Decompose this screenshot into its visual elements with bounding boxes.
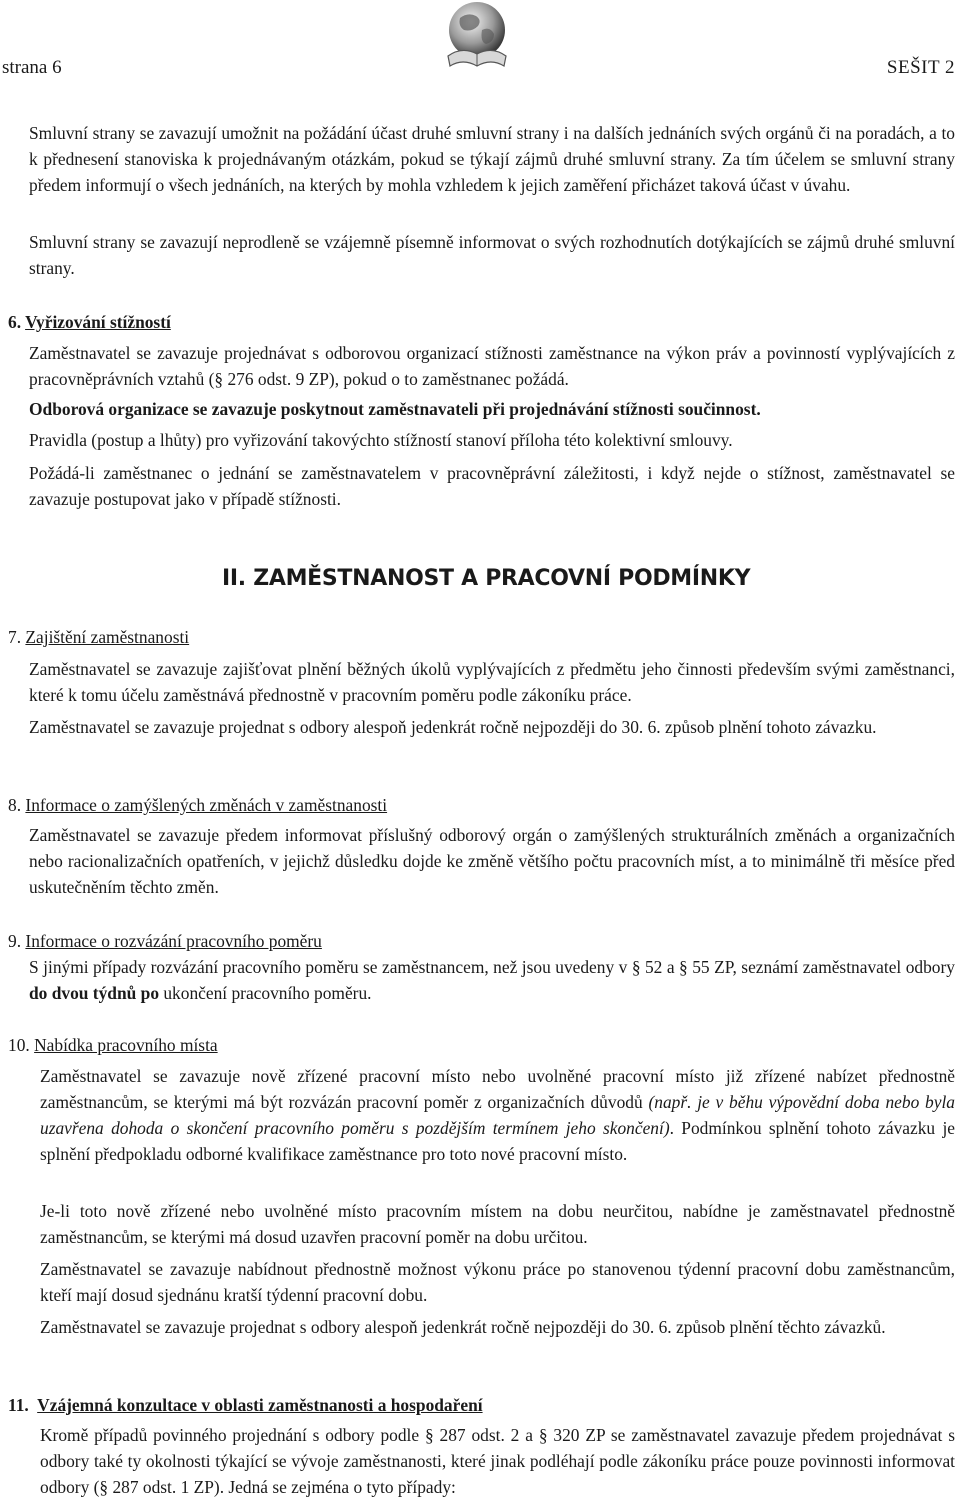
section-11-title: Vzájemná konzultace v oblasti zaměstnanosti a hospodaření	[37, 1395, 483, 1415]
intro-paragraph-1: Smluvní strany se zavazují umožnit na požádání účast druhé smluvní strany i na dalších jednáních svých orgánů či na poradách, a to k přednesení stanoviska k projednávaným otázkám, pokud se týkají zájmů druhé smluvní strany. Za tím účelem se smluvní strany předem informují o všech jednáních, na kterých by mohla vzhledem k jejich zaměření přicházet taková účast v úvahu.	[29, 123, 955, 195]
section-9-paragraph-1	[29, 954, 955, 1006]
section-6-paragraph-3: Pravidla (postup a lhůty) pro vyřizování takovýchto stížností stanoví příloha této kolektivní smlouvy.	[29, 430, 733, 450]
section-11-number: 11.	[8, 1395, 29, 1415]
page-number: strana 6	[2, 57, 62, 78]
section-10-title: Nabídka pracovního místa	[34, 1035, 218, 1055]
section-10-text-a: Zaměstnavatel se zavazuje nově zřízené pracovní místo nebo uvolněné pracovní místo již zřízené nabízet přednostně zaměstnancům, se kterými má být rozvázán pracovní poměr z organizačních důvodů	[40, 1066, 955, 1112]
section-6-title: Vyřizování stížností	[25, 312, 171, 332]
section-8-title: Informace o zamýšlených změnách v zaměstnanosti	[25, 795, 388, 815]
section-9-title: Informace o rozvázání pracovního poměru	[25, 931, 322, 951]
section-7-paragraph-2: Zaměstnavatel se zavazuje projednat s odbory alespoň jedenkrát ročně nejpozději do 30. 6. způsob plnění tohoto závazku.	[29, 717, 877, 737]
section-9-text-a: S jinými případy rozvázání pracovního poměru se zaměstnancem, než jsou uvedeny v § 52 a § 55 ZP, seznámí zaměstnavatel odbory	[29, 957, 955, 977]
section-10-heading	[8, 1032, 218, 1058]
section-10-number: 10.	[8, 1035, 30, 1055]
section-10-paragraph-2: Je-li toto nově zřízené nebo uvolněné místo pracovním místem na dobu neurčitou, nabídne je zaměstnavatel přednostně zaměstnancům, se kterými má dosud uzavřen pracovní poměr na dobu určitou.	[40, 1201, 955, 1247]
section-9-text-c: ukončení pracovního poměru.	[159, 983, 372, 1003]
section-10-paragraph-1	[40, 1063, 955, 1167]
section-8-paragraph-1: Zaměstnavatel se zavazuje předem informovat příslušný odborový orgán o zamýšlených strukturálních změnách a organizačních nebo racionalizačních opatřeních, v jejichž důsledku dojde ke změně většího počtu pracovních míst, a to minimálně tři měsíce před uskutečněním těchto změn.	[29, 825, 955, 897]
section-6-paragraph-2: Odborová organizace se zavazuje poskytnout zaměstnavateli při projednávání stížnosti součinnost.	[29, 399, 761, 419]
section-9-text-bold: do dvou týdnů po	[29, 983, 160, 1003]
section-9-heading	[8, 928, 322, 954]
section-6-number: 6.	[8, 312, 22, 332]
section-8-number: 8.	[8, 795, 22, 815]
section-7-title: Zajištění zaměstnanosti	[25, 627, 190, 647]
section-10-paragraph-3: Zaměstnavatel se zavazuje nabídnout přednostně možnost výkonu práce po stanovenou týdenní pracovní dobu zaměstnancům, kteří mají dosud sjednánu kratší týdenní pracovní dobu.	[40, 1259, 955, 1305]
section-8-heading	[8, 792, 387, 818]
section-7-heading	[8, 624, 189, 650]
section-11-paragraph-1: Kromě případů povinného projednání s odbory podle § 287 odst. 2 a § 320 ZP se zaměstnavatel zavazuje předem projednávat s odbory také ty okolnosti týkající se vývoje zaměstnanosti, které jinak podléhají podle zákoníku práce pouze povinnosti informovat odbory (§ 287 odst. 1 ZP). Jedná se zejména o tyto případy:	[40, 1425, 955, 1497]
section-6-paragraph-4: Požádá-li zaměstnanec o jednání se zaměstnavatelem v pracovněprávní záležitosti, i když nejde o stížnost, zaměstnavatel se zavazuje postupovat jako v případě stížnosti.	[29, 463, 955, 509]
globe-book-logo	[440, 0, 514, 74]
section-7-number: 7.	[8, 627, 22, 647]
section-10-text-c: . Podmínkou splnění tohoto závazku je splnění předpokladu odborné kvalifikace zaměstnance pro toto nové pracovní místo.	[40, 1118, 956, 1164]
section-11-heading	[8, 1392, 483, 1418]
section-10-text-italic: (např. je v běhu výpovědní doba nebo byla uzavřena dohoda o skončení pracovního poměru s pozdějším termínem jeho skončení)	[40, 1092, 956, 1138]
part-title: II. ZAMĚSTNANOST A PRACOVNÍ PODMÍNKY	[222, 566, 751, 591]
section-6-paragraph-1: Zaměstnavatel se zavazuje projednávat s odborovou organizací stížnosti zaměstnance na výkon práv a povinností vyplývajících z pracovněprávních vztahů (§ 276 odst. 9 ZP), pokud o to zaměstnanec požádá.	[29, 343, 955, 389]
section-9-number: 9.	[8, 931, 22, 951]
intro-paragraph-2: Smluvní strany se zavazují neprodleně se vzájemně písemně informovat o svých rozhodnutích dotýkajících se zájmů druhé smluvní strany.	[29, 232, 955, 278]
section-6-heading	[8, 309, 171, 335]
section-10-paragraph-4: Zaměstnavatel se zavazuje projednat s odbory alespoň jedenkrát ročně nejpozději do 30. 6. způsob plnění těchto závazků.	[40, 1317, 886, 1337]
section-7-paragraph-1: Zaměstnavatel se zavazuje zajišťovat plnění běžných úkolů vyplývajících z předmětu jeho činnosti především svými zaměstnanci, které k tomu účelu zaměstnává přednostně v pracovním poměru podle zákoníku práce.	[29, 659, 955, 705]
issue-label: SEŠIT 2	[886, 57, 955, 78]
